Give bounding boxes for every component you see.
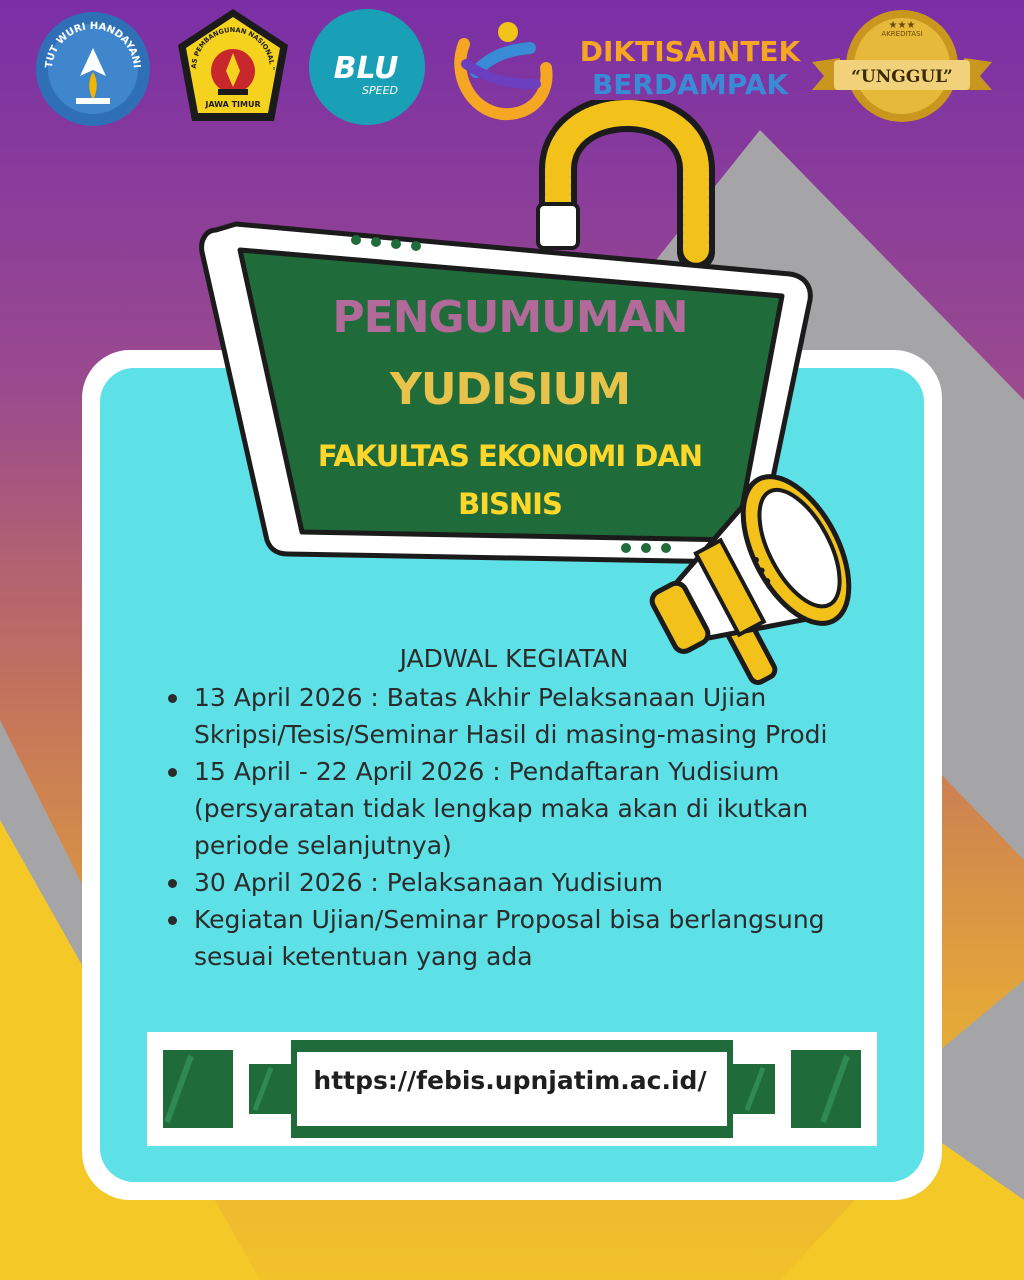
schedule-list — [164, 679, 904, 975]
svg-text:“UNGGUL”: “UNGGUL” — [851, 67, 953, 87]
schedule-item: 15 April - 22 April 2026 : Pendaftaran Yudisium (persyaratan tidak lengkap maka akan di ikutkan periode selanjutnya) — [194, 753, 904, 864]
website-url[interactable]: https://febis.upnjatim.ac.id/ — [313, 1066, 707, 1095]
faculty-subtitle-line1: FAKULTAS EKONOMI DAN — [317, 439, 703, 473]
akreditasi-unggul-badge — [810, 4, 994, 128]
svg-text:JAWA TIMUR: JAWA TIMUR — [205, 100, 261, 109]
schedule-item: Kegiatan Ujian/Seminar Proposal bisa berlangsung sesuai ketentuan yang ada — [194, 901, 904, 975]
schedule-item: 13 April 2026 : Batas Akhir Pelaksanaan Ujian Skripsi/Tesis/Seminar Hasil di masing-masing Prodi — [194, 679, 904, 753]
svg-text:BLU: BLU — [333, 51, 399, 86]
svg-text:TUT WURI HANDAYANI: TUT WURI HANDAYANI — [43, 20, 142, 69]
headline-yudisium: YUDISIUM — [389, 364, 631, 415]
tut-wuri-handayani-logo — [34, 10, 152, 128]
schedule-section — [164, 640, 904, 975]
svg-text:BERDAMPAK: BERDAMPAK — [591, 68, 789, 101]
svg-text:DIKTISAINTEK: DIKTISAINTEK — [579, 35, 801, 68]
svg-text:AKREDITASI: AKREDITASI — [881, 30, 923, 38]
diktisaintek-text-logo — [578, 34, 802, 104]
headline-pengumuman: PENGUMUMAN — [332, 292, 688, 343]
svg-text:★★★: ★★★ — [888, 20, 916, 31]
schedule-item: 30 April 2026 : Pelaksanaan Yudisium — [194, 864, 904, 901]
svg-text:UNIVERSITAS PEMBANGUNAN NASION: AS PEMBANGUNAN NASIONAL " — [189, 25, 277, 71]
schedule-heading: JADWAL KEGIATAN — [399, 644, 629, 673]
faculty-subtitle-line2: BISNIS — [458, 487, 562, 521]
svg-text:SPEED: SPEED — [362, 84, 398, 97]
